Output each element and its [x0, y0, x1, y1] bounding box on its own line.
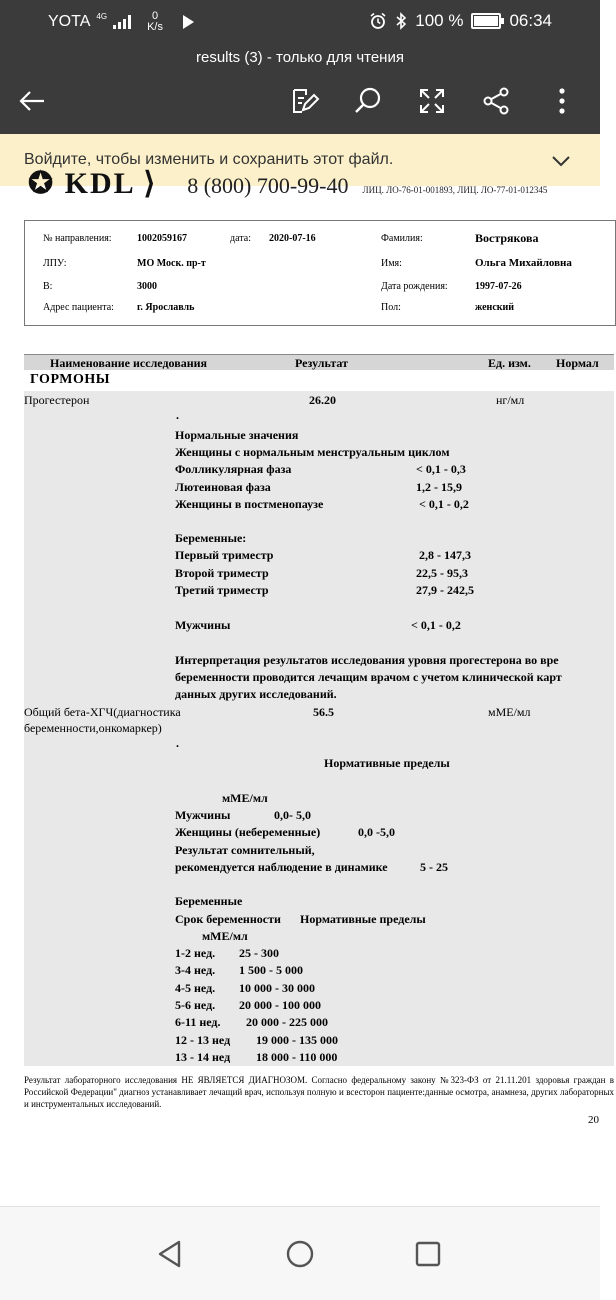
- prog-tri1-value: 2,8 - 147,3: [419, 548, 471, 562]
- hcg-week-term: 4-5 нед.: [175, 981, 216, 995]
- hcg-week-term: 6-11 нед.: [175, 1015, 221, 1029]
- status-left: [48, 11, 194, 33]
- banner-text: Войдите, чтобы изменить и сохранить этот файл.: [24, 151, 394, 168]
- hcg-week-term: 13 - 14 нед: [175, 1050, 231, 1064]
- hcg-men-value: 0,0- 5,0: [274, 808, 311, 822]
- progesterone-dot: .: [176, 408, 179, 422]
- hcg-unit-line2: мМЕ/мл: [202, 929, 248, 943]
- section-title-hormones: ГОРМОНЫ: [30, 372, 110, 387]
- navigation-bar: [0, 1206, 600, 1300]
- patient-info-box: [24, 220, 616, 326]
- more-icon[interactable]: [546, 85, 578, 117]
- hcg-week-range: 1 500 - 5 000: [239, 963, 303, 977]
- hcg-doubtful-line1: Результат сомнительный,: [175, 843, 315, 857]
- battery-icon: [471, 13, 501, 29]
- prog-tri2-label: Второй триместр: [175, 566, 269, 580]
- speed-value: 0: [151, 10, 159, 22]
- edit-icon[interactable]: [288, 85, 320, 117]
- prog-tri3-label: Третий триместр: [175, 583, 269, 597]
- disclaimer-text: Результат лабораторного исследования НЕ ЯВЛЯЕТСЯ ДИАГНОЗОМ. Согласно федеральному закону №323-ФЗ от 21.11.201 здоровья граждан в Российской Федерации" диагноз устанавливает лечащий врач, используя полную и всесторон пациенте:данные осмотра, анамнеза, других лабораторных и инструментальных исследований.: [24, 1075, 614, 1109]
- hcg-unit-line: мМЕ/мл: [222, 791, 268, 805]
- hcg-week-term: 12 - 13 нед: [175, 1033, 231, 1047]
- speed-unit: K/s: [147, 21, 163, 33]
- birth-value: 1997-07-26: [475, 281, 522, 292]
- prog-interp-line2: беременности проводится лечащим врачом с учетом клинической карт: [175, 670, 562, 684]
- referral-label: № направления:: [43, 233, 112, 244]
- col-norm-header: Нормал: [556, 356, 599, 370]
- prog-norm-title: Нормальные значения: [175, 428, 299, 442]
- prog-follicular-label: Фолликулярная фаза: [175, 462, 292, 476]
- search-icon[interactable]: [352, 85, 384, 117]
- sex-label: Пол:: [381, 302, 401, 313]
- col-name-header: Наименование исследования: [50, 356, 208, 370]
- hcg-week-range: 20 000 - 100 000: [239, 998, 321, 1012]
- battery-percent: 100 %: [415, 11, 464, 30]
- document-title: results (3) - только для чтения: [196, 49, 404, 66]
- hcg-result: 56.5: [313, 705, 334, 719]
- prog-tri3-value: 27,9 - 242,5: [416, 583, 474, 597]
- alarm-icon: [369, 12, 387, 30]
- address-label: Адрес пациента:: [43, 302, 114, 313]
- app-bar: [0, 45, 600, 134]
- hcg-doubtful-line2: рекомендуется наблюдение в динамике: [175, 860, 388, 874]
- prog-luteal-value: 1,2 - 15,9: [416, 480, 462, 494]
- hcg-pregnant-title: Беременные: [175, 894, 243, 908]
- name-label: Имя:: [381, 258, 402, 269]
- hcg-term-header: Срок беременности: [175, 912, 281, 926]
- col-unit-header: Ед. изм.: [488, 356, 531, 370]
- prog-pregnant-title: Беременные:: [175, 531, 247, 545]
- network-type: 4G: [96, 12, 108, 21]
- signal-icon: [113, 15, 131, 29]
- carrier-name: YOTA: [48, 13, 91, 30]
- hcg-men-label: Мужчины: [175, 808, 231, 822]
- back-arrow-icon[interactable]: [16, 85, 48, 117]
- play-store-icon: [183, 15, 194, 29]
- date-label: дата:: [230, 233, 251, 244]
- sex-value: женский: [475, 302, 515, 313]
- date-value: 2020-07-16: [269, 233, 316, 244]
- prog-men-label: Мужчины: [175, 618, 231, 632]
- progesterone-result: 26.20: [309, 393, 336, 407]
- lpu-value: МО Моск. пр-т: [137, 258, 206, 269]
- hcg-week-range: 10 000 - 30 000: [239, 981, 315, 995]
- hcg-dot: .: [176, 736, 179, 750]
- v-label: В:: [43, 281, 53, 292]
- prog-tri1-label: Первый триместр: [175, 548, 274, 562]
- network-speed: [143, 11, 167, 33]
- hcg-week-term: 5-6 нед.: [175, 998, 216, 1012]
- hcg-week-range: 25 - 300: [239, 946, 279, 960]
- hcg-week-term: 3-4 нед.: [175, 963, 216, 977]
- hcg-name-line1: Общий бета-ХГЧ(диагностика: [24, 705, 181, 719]
- lab-logo-fragment: ✪ KDL ⟩ 8 (800) 700-99-40 ЛИЦ. ЛО-76-01-001893, ЛИЦ. ЛО-77-01-012345: [28, 167, 548, 200]
- prog-tri2-value: 22,5 - 95,3: [416, 566, 468, 580]
- name-value: Ольга Михайловна: [475, 257, 572, 269]
- hcg-unit: мМЕ/мл: [488, 705, 531, 719]
- clock: 06:34: [509, 11, 552, 30]
- prog-postmeno-label: Женщины в постменопаузе: [175, 497, 324, 511]
- prog-follicular-value: < 0,1 - 0,3: [416, 462, 466, 476]
- hcg-week-range: 19 000 - 135 000: [256, 1033, 338, 1047]
- prog-interp-line1: Интерпретация результатов исследования уровня прогестерона во вре: [175, 653, 559, 667]
- hcg-week-range: 20 000 - 225 000: [246, 1015, 328, 1029]
- recents-square-icon[interactable]: [413, 1239, 443, 1269]
- prog-luteal-label: Лютеиновая фаза: [175, 480, 271, 494]
- col-result-header: Результат: [295, 356, 349, 370]
- lpu-label: ЛПУ:: [43, 258, 67, 269]
- address-value: г. Ярославль: [137, 302, 195, 313]
- hcg-doubtful-value: 5 - 25: [420, 860, 448, 874]
- prog-women-cycle: Женщины с нормальным менструальным циклом: [175, 445, 450, 459]
- birth-label: Дата рождения:: [381, 281, 448, 292]
- surname-label: Фамилия:: [381, 233, 423, 244]
- status-bar: [0, 0, 600, 45]
- hcg-women-value: 0,0 -5,0: [358, 825, 395, 839]
- progesterone-unit: нг/мл: [496, 393, 525, 407]
- chevron-down-icon[interactable]: [548, 148, 574, 174]
- surname-value: Вострякова: [475, 231, 539, 245]
- hcg-norm-header: Нормативные пределы: [300, 912, 426, 926]
- document-page[interactable]: [0, 167, 614, 1206]
- v-value: 3000: [137, 281, 157, 292]
- hcg-week-term: 1-2 нед.: [175, 946, 216, 960]
- home-circle-icon[interactable]: [285, 1239, 315, 1269]
- fullscreen-icon[interactable]: [416, 85, 448, 117]
- bluetooth-icon: [395, 12, 407, 30]
- prog-postmeno-value: < 0,1 - 0,2: [419, 497, 469, 511]
- share-icon[interactable]: [480, 85, 512, 117]
- progesterone-name: Прогестерон: [24, 393, 90, 407]
- hcg-norm-title: Нормативные пределы: [324, 756, 450, 770]
- results-table-header: [24, 354, 614, 370]
- hcg-week-range: 18 000 - 110 000: [256, 1050, 338, 1064]
- status-right: [369, 11, 552, 31]
- referral-value: 1002059167: [137, 233, 187, 244]
- prog-interp-line3: данных других исследований.: [175, 687, 337, 701]
- hcg-name-line2: беременности,онкомаркер): [24, 721, 162, 735]
- page-number: 20: [588, 1114, 599, 1126]
- prog-men-value: < 0,1 - 0,2: [411, 618, 461, 632]
- back-triangle-icon[interactable]: [155, 1239, 185, 1269]
- hcg-women-label: Женщины (небеременные): [175, 825, 321, 839]
